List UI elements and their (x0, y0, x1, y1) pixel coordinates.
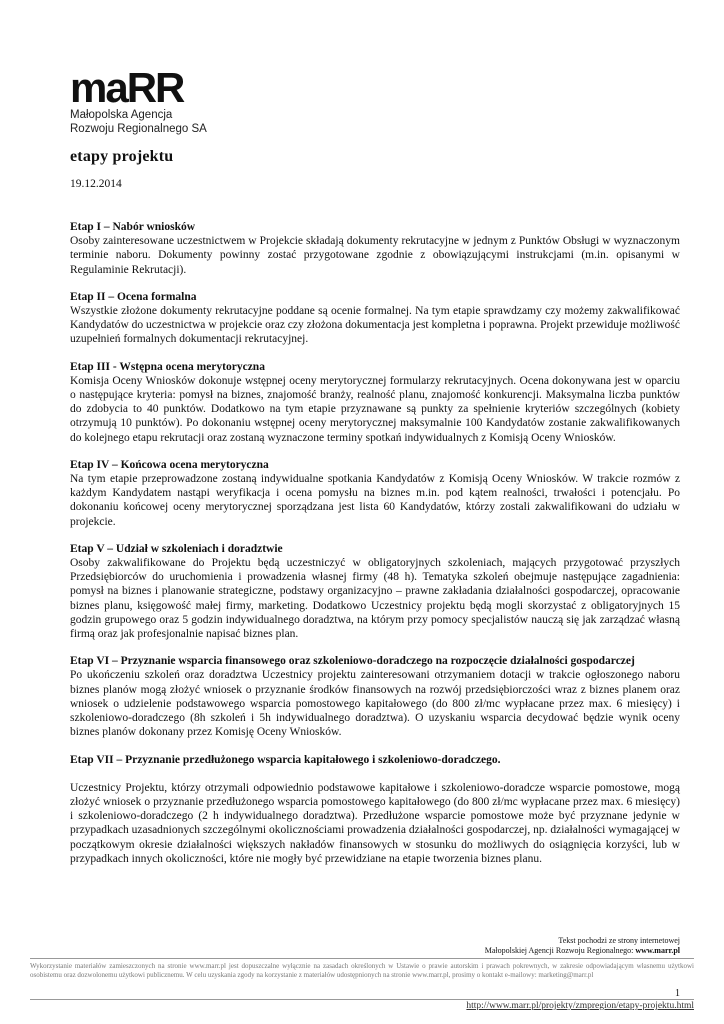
stage-2 (70, 290, 680, 347)
stage-4 (70, 458, 680, 529)
logo-subtitle-line1: Małopolska Agencja (70, 109, 173, 121)
publication-date: 19.12.2014 (70, 178, 122, 190)
page-number: 1 (675, 988, 680, 999)
logo-subtitle-line2: Rozwoju Regionalnego SA (70, 123, 207, 135)
stage-body: Osoby zainteresowane uczestnictwem w Projekcie składają dokumenty rekrutacyjne w jednym z Punktów Obsługi w wyznaczonym terminie naboru. Dokumenty powinny zostać przygotowane zgodnie z obowiązującymi instrukcjami (m.in. opisanymi w Regulaminie Rekrutacji). (70, 235, 680, 276)
stage-body: Komisja Oceny Wniosków dokonuje wstępnej oceny merytorycznej formularzy rekrutacyjnych. Ocena dokonywana jest w oparciu o następujące kryteria: pomysł na biznes, znajomość branży, realność planu, znajomość konkurencji. Maksymalna liczba punktów do zdobycia to 40 punktów. Dodatkowo na tym etapie przyznawane są punkty za spełnienie kryteriów szczególnych (kobiety otrzymują 10 punktów). Po dokonaniu wstępnej oceny merytorycznej maksymalnie 100 Kandydatów zostanie zakwalifikowanych do kolejnego etapu rekrutacji oraz zostaną wyznaczone terminy spotkań indywidualnych z Komisją Oceny Wniosków. (70, 374, 680, 444)
footer-divider (30, 958, 694, 959)
url-divider (30, 999, 694, 1000)
stage-5 (70, 542, 680, 641)
logo-subtitle (70, 108, 207, 136)
stage-heading: Etap VII – Przyznanie przedłużonego wsparcia kapitałowego i szkoleniowo-doradczego. (70, 753, 501, 766)
page-title: etapy projektu (70, 148, 174, 165)
stage-heading: Etap IV – Końcowa ocena merytoryczna (70, 458, 269, 471)
stage-heading: Etap II – Ocena formalna (70, 290, 197, 303)
stage-7 (70, 753, 680, 866)
stage-heading: Etap V – Udział w szkoleniach i doradztwie (70, 542, 283, 555)
stage-heading: Etap VI – Przyznanie wsparcia finansowego oraz szkoleniowo-doradczego na rozpoczęcie działalności gospodarczej (70, 655, 635, 668)
stage-body: Po ukończeniu szkoleń oraz doradztwa Uczestnicy projektu zainteresowani otrzymaniem dotacji w trakcie ogłoszonego naboru biznes planów mogą złożyć wniosek o przyznanie środków finansowych na rozwój przedsiębiorczości wraz z biznes planem oraz wniosek o udzielenie podstawowego wsparcia pomostowego kapitałowego (do 800 zł/mc wypłacane przez max. 6 miesięcy) i szkoleniowo-doradczego (8h szkoleń i 5h indywidualnego doradztwa). O uzyskaniu wsparcia decydować będzie wynik oceny biznes planów dokonany przez Komisję Oceny Wniosków. (70, 669, 680, 739)
credit-line1: Tekst pochodzi ze strony internetowej (558, 936, 680, 945)
credit-site: www.marr.pl (635, 946, 680, 955)
stage-3 (70, 360, 680, 445)
stage-1 (70, 220, 680, 277)
stage-body: Uczestnicy Projektu, którzy otrzymali odpowiednio podstawowe kapitałowe i szkoleniowo-doradcze wsparcie pomostowe, mogą złożyć wniosek o przyznanie przedłużonego wsparcia pomostowego kapitałowego (do 800 zł/mc wypłacane przez max. 6 miesięcy) i szkoleniowo-doradczego (2 h indywidualnego doradztwa). Przedłużone wsparcie pomostowe może być przyznane jedynie w przypadkach uzasadnionych szczególnymi okolicznościami prowadzenia działalności gospodarczej, np. działalności wymagającej w początkowym okresie działalności większych nakładów finansowych w stosunku do możliwych do osiągnięcia korzyści, lub w przypadkach innych okoliczności, które nie mogły być przewidziane na etapie tworzenia biznes planu. (70, 781, 680, 865)
stage-heading: Etap I – Nabór wniosków (70, 221, 196, 233)
stage-body: Osoby zakwalifikowane do Projektu będą uczestniczyć w obligatoryjnych szkoleniach, mających przygotować przyszłych Przedsiębiorców do uruchomienia i prowadzenia własnej firmy (48 h). Tematyka szkoleń obejmuje następujące zagadnienia: pomysł na biznes i planowanie strategiczne, podstawy organizacyjno – prawne zakładania działalności gospodarczej, opracowanie biznes planu, księgowość małej firmy, marketing. Dodatkowo Uczestnicy projektu będą mogli skorzystać z obligatoryjnych 15 godzin grupowego oraz 5 godzin indywidualnego doradztwa, na którym przy pomocy specjalistów nauczą się jak zarządzać własną firmą oraz jak profesjonalnie napisać biznes plan. (70, 557, 680, 641)
copyright-disclaimer: Wykorzystanie materiałów zamieszczonych na stronie www.marr.pl jest dopuszczalne wyłącznie na zasadach określonych w Ustawie o prawie autorskim i prawach pokrewnych, w zakresie odpowiadającym własnemu użytkowi osobistemu oraz dozwolonemu użytkowi publicznemu. W celu uzyskania zgody na korzystanie z materiałów udostępnionych na stronie www.marr.pl, prosimy o kontakt e-mailowy: marketing@marr.pl (30, 962, 694, 979)
credit-prefix: Małopolskiej Agencji Rozwoju Regionalnego: (484, 946, 634, 955)
credit-line2 (485, 946, 680, 956)
stages-content (70, 220, 680, 879)
stage-body: Wszystkie złożone dokumenty rekrutacyjne poddane są ocenie formalnej. Na tym etapie sprawdzamy czy możemy zakwalifikować Kandydatów do uczestnictwa w projekcie oraz czy złożona dokumentacja jest kompletna i poprawna. Projekt przewiduje możliwość uzupełnień formalnych dokumentacji rekrutacyjnej. (70, 305, 680, 346)
source-url-link[interactable]: http://www.marr.pl/projekty/zmpregion/etapy-projektu.html (466, 1001, 694, 1011)
stage-body: Na tym etapie przeprowadzone zostaną indywidualne spotkania Kandydatów z Komisją Oceny Wniosków. W trakcie rozmów z każdym Kandydatem nastąpi weryfikacja i ocena pomysłu na biznes m.in. pod kątem realności, trwałości i potencjału. Po dokonaniu końcowej oceny merytorycznej sporządzana jest lista 60 Kandydatów, którzy zostali zakwalifikowani do udziału w projekcie. (70, 473, 680, 528)
marr-logo-mark (70, 68, 210, 108)
stage-heading: Etap III - Wstępna ocena merytoryczna (70, 360, 265, 373)
stage-6 (70, 654, 680, 739)
source-credit (485, 936, 680, 956)
logo-wordmark: maRR (70, 68, 184, 108)
